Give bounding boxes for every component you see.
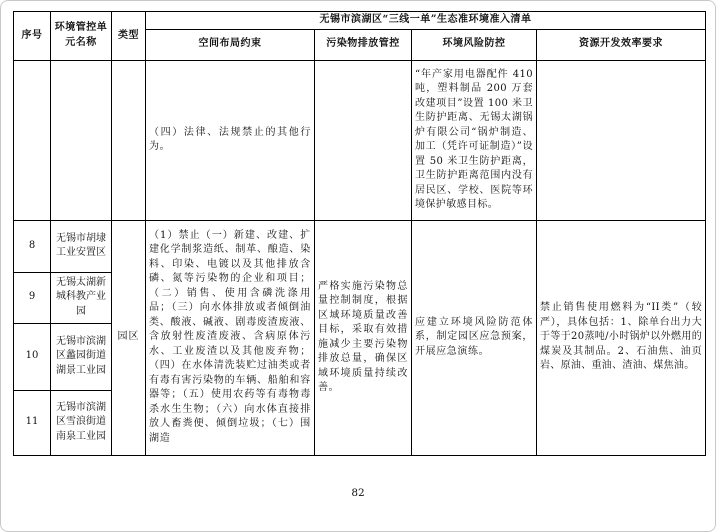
merged-resource-cell: 禁止销售使用燃料为“II类”（较严），具体包括：1、除单台出力大于等于20蒸吨/小时锅炉以外燃用的煤炭及其制品。2、石油焦、油页岩、原油、重油、渣油、煤焦油。 bbox=[537, 220, 706, 455]
row-11-unit-name: 无锡市滨湖区雪浪街道南泉工业园 bbox=[51, 390, 112, 455]
col-header-pollutant: 污染物排放管控 bbox=[315, 29, 412, 60]
col-header-unit-name: 环境管控单元名称 bbox=[51, 12, 112, 61]
row-8-unit-name: 无锡市胡埭工业安置区 bbox=[51, 220, 112, 272]
page-number: 82 bbox=[351, 487, 365, 499]
col-header-risk: 环境风险防控 bbox=[412, 29, 537, 60]
merged-spatial-cell: （1）禁止（一）新建、改建、扩建化学制浆造纸、制革、酿造、染料、印染、电镀以及其他排放含磷、氮等污染物的企业和项目；（二）销售、使用含磷洗涤用品；（三）向水体排放或者倾倒油类、酸液、碱液、剧毒废渣废液、含放射性废渣废液、含病原体污水、工业废渣以及其他废弃物；（四）在水体清洗装贮过油类或者有毒有害污染物的车辆、船舶和容器等；（五）使用农药等有毒物毒杀水生生物；（六）向水体直接排放人畜粪便、倾倒垃圾；（七）围湖造 bbox=[146, 220, 315, 455]
cont-risk-cell: “年产家用电器配件 410 吨，塑料制品 200 万套改建项目”设置 100 米卫生防护距离、无锡太湖锅炉有限公司“锅炉制造、加工（凭许可证制造）”设置 50 米卫生防护距离，卫生防护距离范围内没有居民区、学校、医院等环境保护敏感目标。 bbox=[412, 60, 537, 220]
cont-resource-cell bbox=[537, 60, 706, 220]
cont-name-cell bbox=[51, 60, 112, 220]
header-row-top bbox=[14, 12, 706, 30]
merged-risk-cell: 应建立环境风险防范体系，制定园区应急预案，开展应急演练。 bbox=[412, 220, 537, 455]
cont-spatial-cell: （四）法律、法规禁止的其他行为。 bbox=[146, 60, 315, 220]
continuation-row bbox=[14, 60, 706, 220]
row-10-unit-name: 无锡市滨湖区蠡园街道湖景工业园 bbox=[51, 323, 112, 390]
col-header-resource: 资源开发效率要求 bbox=[537, 29, 706, 60]
col-header-spatial: 空间布局约束 bbox=[146, 29, 315, 60]
row-11-serial: 11 bbox=[14, 390, 51, 455]
row-8-serial: 8 bbox=[14, 220, 51, 272]
col-header-type: 类型 bbox=[112, 12, 146, 61]
cont-serial-cell bbox=[14, 60, 51, 220]
row-9-unit-name: 无锡太湖新城科教产业园 bbox=[51, 272, 112, 323]
col-header-serial: 序号 bbox=[14, 12, 51, 61]
admittance-table-wrap bbox=[13, 11, 705, 456]
row-10-serial: 10 bbox=[14, 323, 51, 390]
cont-pollutant-cell bbox=[315, 60, 412, 220]
cont-type-cell bbox=[112, 60, 146, 220]
row-9-serial: 9 bbox=[14, 272, 51, 323]
admittance-table bbox=[13, 11, 706, 456]
merged-type-cell: 园区 bbox=[112, 220, 146, 455]
table-row-8 bbox=[14, 220, 706, 272]
merged-pollutant-cell: 严格实施污染物总量控制制度，根据区域环境质量改善目标，采取有效措施减少主要污染物排放总量，确保区域环境质量持续改善。 bbox=[315, 220, 412, 455]
span-header-title: 无锡市滨湖区“三线一单”生态准环境准入清单 bbox=[146, 12, 706, 30]
